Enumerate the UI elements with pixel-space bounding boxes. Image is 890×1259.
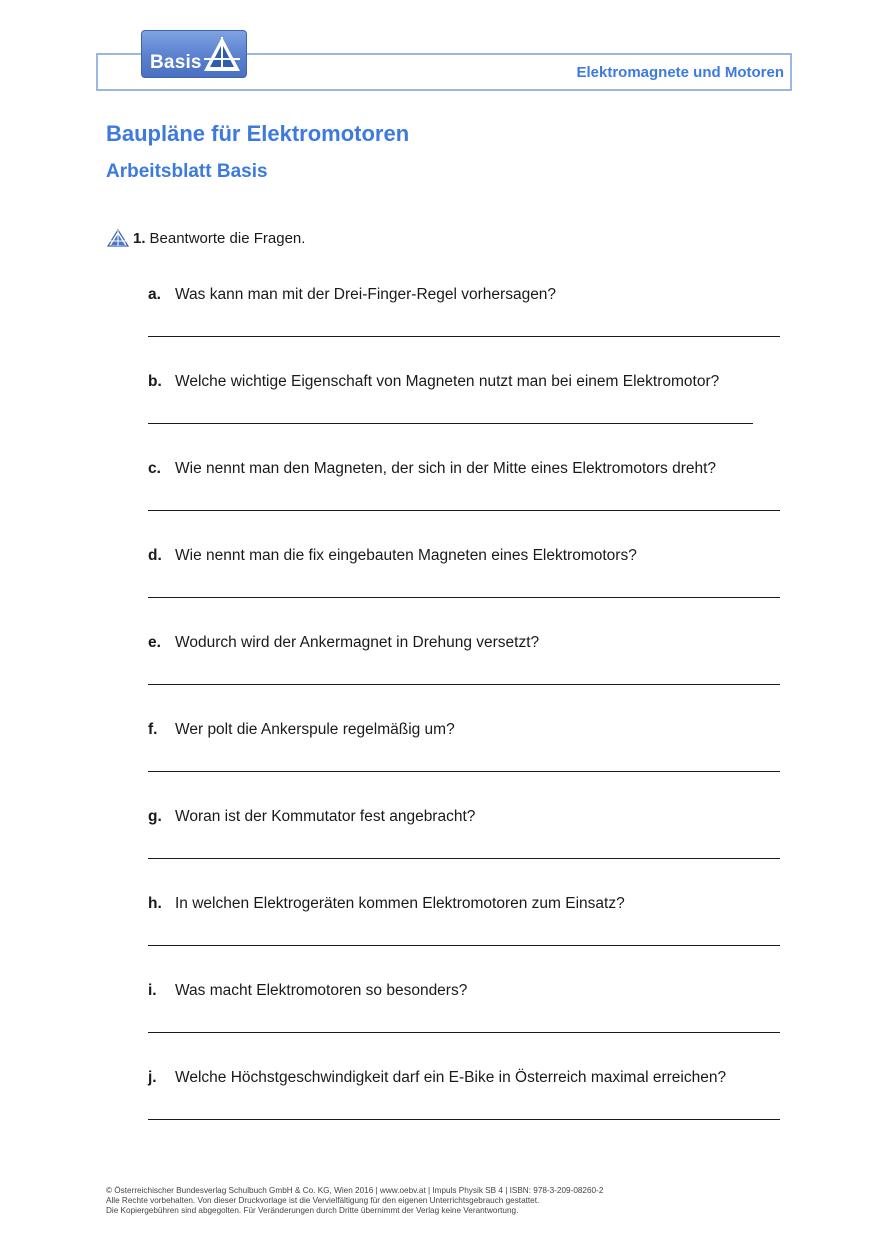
question-h [148, 895, 788, 955]
question-letter: a. [148, 286, 161, 303]
question-j [148, 1069, 788, 1129]
footer-line: Die Kopiergebühren sind abgegolten. Für Veränderungen durch Dritte übernimmt der Verlag keine Verantwortung. [106, 1206, 519, 1215]
task-instruction: Beantworte die Fragen. [149, 229, 306, 247]
question-g [148, 808, 788, 868]
question-text: Welche wichtige Eigenschaft von Magneten nutzt man bei einem Elektromotor? [175, 373, 720, 390]
page-subtitle: Arbeitsblatt Basis [106, 161, 268, 182]
question-c [148, 460, 788, 520]
answer-line[interactable] [148, 945, 780, 946]
question-text: In welchen Elektrogeräten kommen Elektromotoren zum Einsatz? [175, 895, 625, 912]
question-letter: d. [148, 547, 162, 564]
answer-line[interactable] [148, 684, 780, 685]
task-heading [107, 228, 305, 248]
copyright-footer [106, 1186, 603, 1216]
answer-line[interactable] [148, 336, 780, 337]
answer-line[interactable] [148, 423, 753, 424]
question-i [148, 982, 788, 1042]
question-letter: h. [148, 895, 162, 912]
logo-text: Basis [150, 52, 202, 73]
question-text: Wie nennt man den Magneten, der sich in der Mitte eines Elektromotors dreht? [175, 460, 717, 477]
basis-logo [141, 30, 247, 78]
question-a [148, 286, 788, 346]
answer-line[interactable] [148, 1032, 780, 1033]
question-d [148, 547, 788, 607]
question-letter: f. [148, 721, 158, 738]
question-letter: e. [148, 634, 161, 651]
question-f [148, 721, 788, 781]
answer-line[interactable] [148, 1119, 780, 1120]
page-title: Baupläne für Elektromotoren [106, 121, 410, 146]
basis-level-icon [107, 229, 129, 247]
question-text: Wer polt die Ankerspule regelmäßig um? [175, 721, 455, 738]
question-letter: j. [148, 1069, 157, 1086]
question-text: Was kann man mit der Drei-Finger-Regel vorhersagen? [175, 286, 557, 303]
footer-line: Alle Rechte vorbehalten. Von dieser Druckvorlage ist die Vervielfältigung für den eigenen Unterrichtsgebrauch gestattet. [106, 1196, 540, 1205]
answer-line[interactable] [148, 510, 780, 511]
question-text: Was macht Elektromotoren so besonders? [175, 982, 468, 999]
question-letter: i. [148, 982, 157, 999]
question-b [148, 373, 788, 433]
answer-line[interactable] [148, 597, 780, 598]
question-letter: g. [148, 808, 162, 825]
question-text: Wodurch wird der Ankermagnet in Drehung versetzt? [175, 634, 540, 651]
section-title: Elektromagnete und Motoren [576, 64, 784, 81]
answer-line[interactable] [148, 858, 780, 859]
question-e [148, 634, 788, 694]
answer-line[interactable] [148, 771, 780, 772]
question-text: Welche Höchstgeschwindigkeit darf ein E-Bike in Österreich maximal erreichen? [175, 1069, 727, 1086]
footer-line: © Österreichischer Bundesverlag Schulbuch GmbH & Co. KG, Wien 2016 | www.oebv.at | Impuls Physik SB 4 | ISBN: 978-3-209-08260-2 [106, 1186, 604, 1195]
task-number: 1. [133, 229, 146, 247]
question-text: Wie nennt man die fix eingebauten Magneten eines Elektromotors? [175, 547, 637, 564]
question-text: Woran ist der Kommutator fest angebracht? [175, 808, 476, 825]
question-letter: b. [148, 373, 162, 390]
question-letter: c. [148, 460, 161, 477]
